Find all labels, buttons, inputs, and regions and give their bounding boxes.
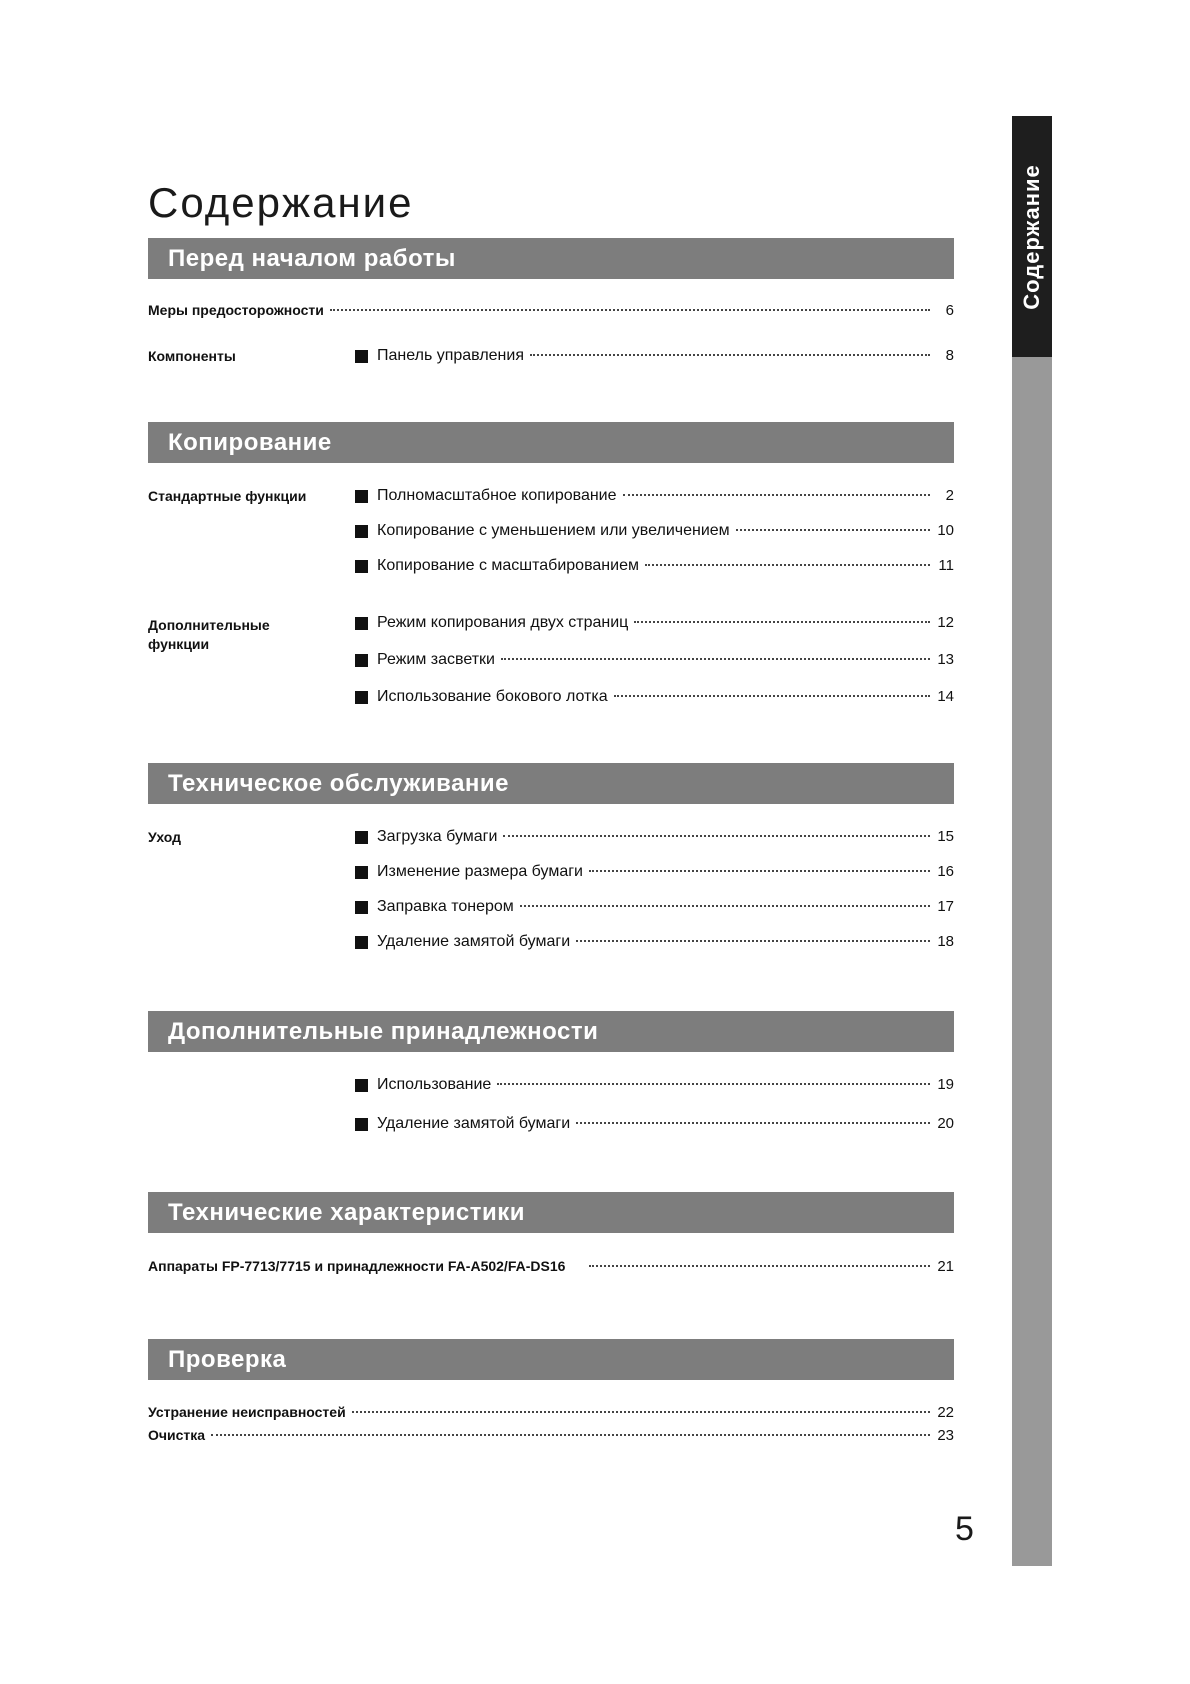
square-bullet-icon bbox=[355, 831, 368, 844]
toc-category: Меры предосторожности bbox=[148, 302, 324, 318]
toc-category: Компоненты bbox=[148, 348, 236, 364]
square-bullet-icon bbox=[355, 936, 368, 949]
toc-category: Устранение неисправностей bbox=[148, 1404, 346, 1420]
toc-page: 14 bbox=[937, 688, 954, 705]
section-heading: Техническое обслуживание bbox=[148, 763, 954, 804]
toc-entry[interactable]: Удаление замятой бумаги 18 bbox=[355, 932, 954, 952]
dot-leader bbox=[576, 940, 930, 942]
dot-leader bbox=[352, 1411, 930, 1413]
toc-entry[interactable] bbox=[148, 1402, 954, 1422]
side-tab bbox=[1012, 116, 1052, 357]
square-bullet-icon bbox=[355, 617, 368, 630]
toc-page: 10 bbox=[937, 522, 954, 539]
toc-entry[interactable]: Использование 19 bbox=[355, 1075, 954, 1095]
dot-leader bbox=[589, 870, 930, 872]
dot-leader bbox=[736, 529, 930, 531]
square-bullet-icon bbox=[355, 350, 368, 363]
section-heading: Копирование bbox=[148, 422, 954, 463]
toc-page: 11 bbox=[938, 557, 954, 574]
toc-entry[interactable] bbox=[148, 1425, 954, 1445]
section-heading: Проверка bbox=[148, 1339, 954, 1380]
toc-entry[interactable] bbox=[148, 300, 954, 320]
dot-leader bbox=[330, 309, 930, 311]
toc-page: 13 bbox=[937, 651, 954, 668]
square-bullet-icon bbox=[355, 490, 368, 503]
square-bullet-icon bbox=[355, 560, 368, 573]
dot-leader bbox=[623, 494, 930, 496]
toc-category: Аппараты FP-7713/7715 и принадлежности FA-A502/FA-DS16 bbox=[148, 1258, 566, 1274]
dot-leader bbox=[520, 905, 930, 907]
dot-leader bbox=[576, 1122, 930, 1124]
toc-category: Очистка bbox=[148, 1427, 206, 1443]
toc-page: 21 bbox=[937, 1258, 954, 1275]
toc-page: 18 bbox=[937, 933, 954, 950]
toc-page: 12 bbox=[937, 614, 954, 631]
toc-category: Стандартные функции bbox=[148, 488, 307, 504]
dot-leader bbox=[614, 695, 930, 697]
square-bullet-icon bbox=[355, 691, 368, 704]
side-margin-bar bbox=[1012, 357, 1052, 1566]
page-number: 5 bbox=[955, 1510, 974, 1548]
square-bullet-icon bbox=[355, 654, 368, 667]
toc-page: 16 bbox=[937, 863, 954, 880]
toc-entry[interactable]: Панель управления 8 bbox=[355, 346, 954, 366]
square-bullet-icon bbox=[355, 1079, 368, 1092]
side-tab-label: Содержание bbox=[1019, 163, 1045, 310]
dot-leader bbox=[589, 1265, 930, 1267]
toc-page: 2 bbox=[945, 487, 954, 504]
square-bullet-icon bbox=[355, 901, 368, 914]
toc-page: 19 bbox=[937, 1076, 954, 1093]
toc-page: 6 bbox=[945, 302, 954, 319]
toc-page: 15 bbox=[937, 828, 954, 845]
toc-category: Дополнительные функции bbox=[148, 617, 270, 652]
toc-entry[interactable]: Копирование с масштабированием 11 bbox=[355, 556, 954, 576]
dot-leader bbox=[503, 835, 930, 837]
page-title: Содержание bbox=[148, 179, 414, 226]
toc-entry[interactable]: Загрузка бумаги 15 bbox=[355, 827, 954, 847]
square-bullet-icon bbox=[355, 525, 368, 538]
dot-leader bbox=[501, 658, 930, 660]
toc-page: 8 bbox=[945, 347, 954, 364]
dot-leader bbox=[634, 621, 930, 623]
toc-category: Уход bbox=[148, 829, 182, 845]
toc-entry[interactable]: Копирование с уменьшением или увеличением 10 bbox=[355, 521, 954, 541]
toc-page: 20 bbox=[937, 1115, 954, 1132]
toc-page: 17 bbox=[937, 898, 954, 915]
dot-leader bbox=[497, 1083, 930, 1085]
toc-entry[interactable]: Использование бокового лотка 14 bbox=[355, 687, 954, 707]
square-bullet-icon bbox=[355, 1118, 368, 1131]
dot-leader bbox=[211, 1434, 930, 1436]
dot-leader bbox=[530, 354, 930, 356]
section-heading: Перед началом работы bbox=[148, 238, 954, 279]
section-heading: Технические характеристики bbox=[148, 1192, 954, 1233]
toc-page: 22 bbox=[937, 1404, 954, 1421]
toc-entry[interactable]: Изменение размера бумаги 16 bbox=[355, 862, 954, 882]
toc-entry[interactable]: Заправка тонером 17 bbox=[355, 897, 954, 917]
toc-page: 23 bbox=[937, 1427, 954, 1444]
square-bullet-icon bbox=[355, 866, 368, 879]
toc-entry[interactable]: Режим засветки 13 bbox=[355, 650, 954, 670]
dot-leader bbox=[645, 564, 930, 566]
toc-entry[interactable] bbox=[148, 1256, 954, 1276]
toc-entry[interactable]: Полномасштабное копирование 2 bbox=[355, 486, 954, 506]
toc-entry[interactable]: Режим копирования двух страниц 12 bbox=[355, 613, 954, 633]
toc-entry[interactable]: Удаление замятой бумаги 20 bbox=[355, 1114, 954, 1134]
section-heading: Дополнительные принадлежности bbox=[148, 1011, 954, 1052]
